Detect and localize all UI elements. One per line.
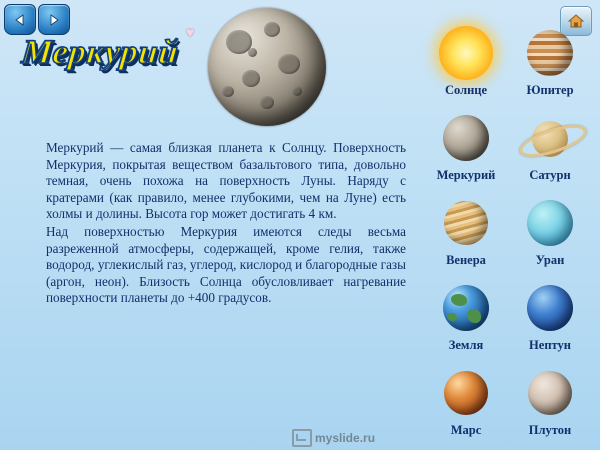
gallery-item-label: Юпитер xyxy=(526,83,574,97)
gallery-item-label: Земля xyxy=(448,338,484,352)
gallery-item-saturn[interactable] xyxy=(508,107,592,192)
gallery-item-label: Уран xyxy=(535,253,565,267)
earth-icon xyxy=(443,277,489,339)
gallery-item-uranus[interactable] xyxy=(508,192,592,277)
watermark xyxy=(292,429,375,447)
next-slide-button[interactable] xyxy=(38,4,70,35)
sun-icon xyxy=(439,22,493,84)
gallery-item-sun[interactable] xyxy=(424,22,508,107)
venus-icon xyxy=(444,192,488,254)
continent-shape xyxy=(451,294,467,306)
jupiter-icon xyxy=(527,22,573,84)
gallery-item-label: Сатурн xyxy=(529,168,571,182)
planet-gallery xyxy=(424,22,594,447)
page-title: Меркурий xyxy=(20,34,181,71)
previous-slide-button[interactable] xyxy=(4,4,36,35)
article-paragraph: Над поверхностью Меркурия имеются следы весьма разреженной атмосферы, содержащей, кроме гелия, также водород, углекислый газ, углерод, кислород и благородные газы (аргон, неон). Близость Солнца обусловливает нагревание поверхности планеты до +400 градусов. xyxy=(46,223,406,306)
gallery-item-mercury[interactable] xyxy=(424,107,508,192)
hero-planet-mercury-image xyxy=(208,8,326,126)
crater xyxy=(278,54,300,74)
gallery-item-label: Марс xyxy=(450,423,482,437)
article-text xyxy=(46,140,406,308)
gallery-item-label: Солнце xyxy=(444,83,488,97)
crater xyxy=(222,86,234,97)
watermark-logo-icon xyxy=(292,429,312,447)
crater xyxy=(260,96,274,109)
crater xyxy=(248,48,257,57)
uranus-icon xyxy=(527,192,573,254)
gallery-item-pluto[interactable] xyxy=(508,362,592,447)
pluto-icon xyxy=(528,362,572,424)
gallery-item-mars[interactable] xyxy=(424,362,508,447)
crater xyxy=(242,70,260,87)
gallery-item-label: Венера xyxy=(446,253,486,267)
gallery-item-label: Нептун xyxy=(529,338,571,352)
saturn-icon xyxy=(519,107,581,169)
heart-icon: ♥ xyxy=(186,26,195,41)
arrow-right-icon xyxy=(47,13,61,27)
continent-shape xyxy=(467,309,481,323)
mars-icon xyxy=(444,362,488,424)
gallery-item-jupiter[interactable] xyxy=(508,22,592,107)
gallery-item-earth[interactable] xyxy=(424,277,508,362)
continent-shape xyxy=(447,313,457,321)
mercury-icon xyxy=(443,107,489,169)
neptune-icon xyxy=(527,277,573,339)
gallery-item-label: Меркурий xyxy=(436,168,496,182)
gallery-item-venus[interactable] xyxy=(424,192,508,277)
arrow-left-icon xyxy=(13,13,27,27)
crater xyxy=(264,22,280,37)
watermark-text: myslide.ru xyxy=(315,431,376,445)
gallery-item-neptune[interactable] xyxy=(508,277,592,362)
crater xyxy=(292,86,302,96)
gallery-item-label: Плутон xyxy=(528,423,572,437)
article-paragraph: Меркурий — самая близкая планета к Солнцу. Поверхность Меркурия, покрытая веществом базальтового типа, довольно темная, очень похожа на поверхность Луны. Наряду с кратерами (как правило, менее глубокими, чем на Луне) есть холмы и долины. Высота гор может достигать 4 км. xyxy=(46,140,406,222)
navigation-arrows xyxy=(4,4,70,34)
